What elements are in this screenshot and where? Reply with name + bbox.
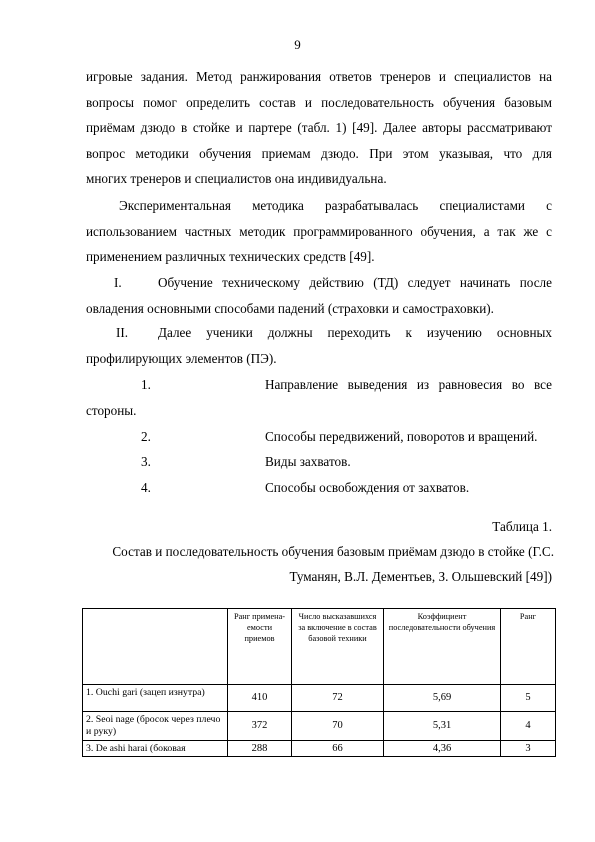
table-header-cell: [83, 609, 228, 685]
table-caption: Туманян, В.Л. Дементьев, З. Ольшевский [49]): [289, 569, 552, 584]
table-cell: 5: [501, 685, 556, 712]
table-cell: 70: [292, 712, 384, 741]
paragraph-line: Экспериментальная методика разрабатывалась специалистами с: [119, 198, 552, 213]
table-cell: 4: [501, 712, 556, 741]
table-cell: 2. Seoi nage (бросок через плечо и руку): [83, 712, 228, 741]
list-marker: 4.: [141, 479, 151, 495]
paragraph-line: овладения основными способами падений (страховки и самостраховки).: [86, 300, 494, 316]
table-header-cell: Коэффициент последовательности обучения: [384, 609, 501, 685]
table-cell: 410: [228, 685, 292, 712]
list-item-text: Способы освобождения от захватов.: [265, 479, 470, 495]
table-cell: 3. De ashi harai (боковая: [83, 741, 228, 757]
paragraph-line: многих тренеров и специалистов она индивидуальна.: [86, 171, 387, 186]
paragraph-line: вопрос методики обучения приемам дзюдо. При этом указывая, что для: [86, 145, 552, 161]
list-item-text: Способы передвижений, поворотов и вращений.: [265, 429, 538, 444]
paragraph-line: Обучение техническому действию (ТД) следует начинать после: [158, 275, 552, 290]
paragraph-line: стороны.: [86, 402, 137, 418]
table-caption: Состав и последовательность обучения базовым приёмам дзюдо в стойке (Г.С.: [112, 544, 554, 559]
table-cell: 72: [292, 685, 384, 712]
table-cell: 66: [292, 741, 384, 757]
table-cell: 1. Ouchi gari (зацеп изнутра): [83, 685, 228, 712]
table-header-row: [83, 609, 556, 685]
table-cell: 4,36: [384, 741, 501, 757]
list-marker: II.: [116, 325, 129, 340]
table-header-cell: Ранг примена-емости приемов: [228, 609, 292, 685]
paragraph-line: использованием частных методик программированного обучения, а так же с: [86, 223, 552, 239]
list-marker: 2.: [141, 429, 151, 444]
paragraph-line: игровые задания. Метод ранжирования ответов тренеров и специалистов на: [86, 69, 552, 84]
paragraph-line: вопросы помог определить состав и последовательность обучения базовым: [86, 94, 552, 110]
list-marker: I.: [114, 275, 122, 290]
paragraph-line: приёмам дзюдо в стойке и партере (табл. 1) [49]. Далее авторы рассматривают: [86, 120, 552, 135]
list-marker: 3.: [141, 454, 151, 469]
table-cell: 372: [228, 712, 292, 741]
table-label: Таблица 1.: [492, 519, 552, 534]
table-cell: 5,69: [384, 685, 501, 712]
table-row: [83, 741, 556, 757]
table-cell: 3: [501, 741, 556, 757]
paragraph-line: Направление выведения из равновесия во все: [265, 377, 552, 392]
list-item-text: Виды захватов.: [265, 454, 351, 469]
data-table: [82, 608, 556, 757]
table-header-cell: Ранг: [501, 609, 556, 685]
table-header-cell: Число высказавшихся за включение в состав базовой техники: [292, 609, 384, 685]
table-cell: 288: [228, 741, 292, 757]
paragraph-line: Далее ученики должны переходить к изучению основных: [158, 325, 552, 340]
paragraph-line: применением различных технических средств [49].: [86, 249, 375, 264]
page-number: 9: [294, 37, 301, 52]
table-cell: 5,31: [384, 712, 501, 741]
table-row: [83, 685, 556, 712]
paragraph-line: профилирующих элементов (ПЭ).: [86, 350, 277, 366]
table-row: [83, 712, 556, 741]
list-marker: 1.: [141, 377, 151, 392]
